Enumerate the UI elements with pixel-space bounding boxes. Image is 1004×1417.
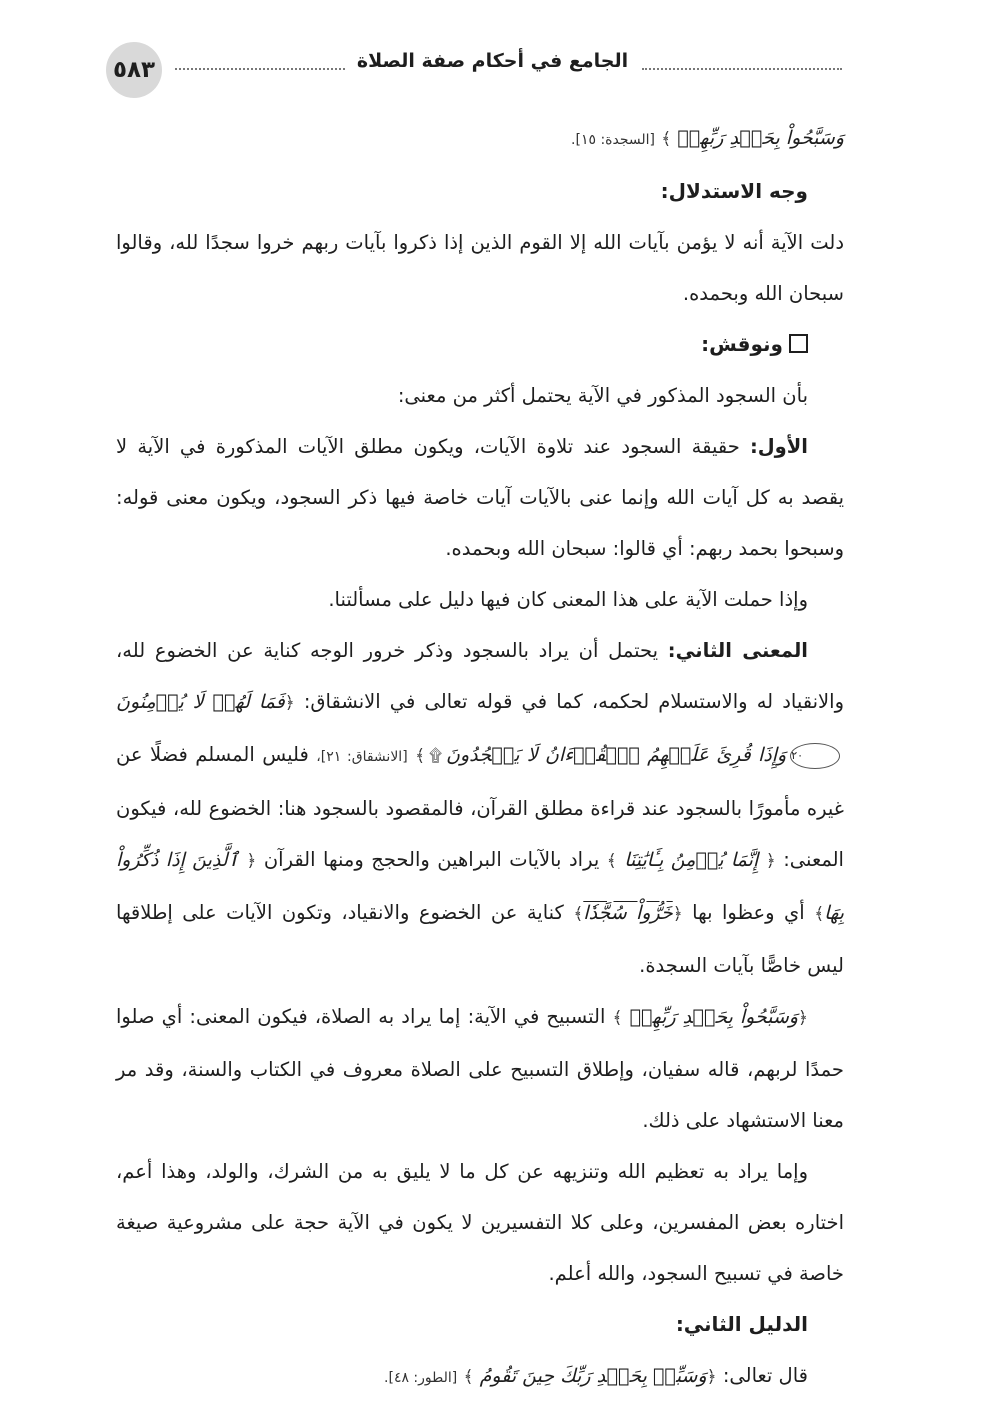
ornament-close: ﴾ <box>661 129 672 149</box>
heading-nuqish: ونوقش: <box>116 319 844 370</box>
header-dotted-rule-left <box>175 56 345 70</box>
sajda-mark-icon: ۩ <box>429 746 443 766</box>
quran-verse-inshiqaq-21: وَإِذَا قُرِئَ عَلَيۡهِمُ ٱلۡقُرۡءَانُ لَا يَسۡجُدُونَ <box>446 744 787 766</box>
verse-line-sajda <box>116 112 844 166</box>
page-body <box>116 112 844 1404</box>
label-thani: المعنى الثاني: <box>667 639 808 662</box>
quran-verse-tur: وَسَبِّحۡ بِحَمۡدِ رَبِّكَ حِينَ تَقُومُ <box>479 1365 707 1387</box>
quran-verse-kharru: خَرُّواْ سُجَّدٗا <box>583 902 673 924</box>
paragraph-idha: وإذا حملت الآية على هذا المعنى كان فيها دليل على مسألتنا. <box>328 588 808 611</box>
header-dotted-rule-right <box>642 56 842 70</box>
running-title: الجامع في أحكام صفة الصلاة <box>356 50 629 72</box>
verse-reference: [الطور: ٤٨]. <box>384 1370 458 1386</box>
paragraph-imma: وإما يراد به تعظيم الله وتنزيهه عن كل ما لا يليق به من الشرك، والولد، وهذا أعم، اختاره بعض المفسرين، وعلى كلا التفسيرين لا يكون في الآية حجة على مشروعية صيغة خاصة في تسبيح السجود، والله أعلم. <box>116 1160 844 1285</box>
heading-dalil-thani: الدليل الثاني: <box>675 1312 808 1336</box>
quran-verse: وَسَبَّحُواْ بِحَمۡدِ رَبِّهِمۡ <box>677 127 844 149</box>
quran-verse-innama: إِنَّمَا يُؤۡمِنُ بِـَٔايَٰتِنَا <box>624 849 759 871</box>
paragraph-bian: بأن السجود المذكور في الآية يحتمل أكثر من معنى: <box>397 384 808 407</box>
paragraph-thani: المعنى الثاني: يحتمل أن يراد بالسجود وذكر خرور الوجه كناية عن الخضوع لله، والانقياد له والاستسلام لحكمه، كما في قوله تعالى في الانشقاق: ﴿فَمَا لَهُمۡ لَا يُؤۡمِنُونَ٢٠وَإِذَا قُرِئَ عَلَيۡهِمُ ٱلۡقُرۡءَانُ لَا يَسۡجُدُونَ۩﴾ [الانشقاق: ٢١]، فليس المسلم فضلًا عن غيره مأمورًا بالسجود عند قراءة مطلق القرآن، فالمقصود بالسجود هنا: الخضوع لله، فيكون المعنى: ﴿ إِنَّمَا يُؤۡمِنُ بِـَٔايَٰتِنَا ﴾ يراد بالآيات البراهين والحجج ومنها القرآن ﴿ ٱلَّذِينَ إِذَا ذُكِّرُواْ بِهَا﴾ أي وعظوا بها ﴿خَرُّواْ سُجَّدٗا﴾ كناية عن الخضوع والانقياد، وتكون الآيات على إطلاقها ليس خاصًّا بآيات السجدة. <box>116 639 844 977</box>
paragraph-awwal: الأول: حقيقة السجود عند تلاوة الآيات، ويكون مطلق الآيات المذكورة في الآية لا يقصد به كل آيات الله وإنما عنى بالآيات آيات خاصة فيها ذكر السجود، ويكون معنى قوله: وسبحوا بحمد ربهم: أي قالوا: سبحان الله وبحمده. <box>116 435 844 560</box>
page-number: ٥٨٣ <box>106 42 162 98</box>
paragraph-tasbih: ﴿وَسَبَّحُواْ بِحَمۡدِ رَبِّهِمۡ ﴾ التسبيح في الآية: إما يراد به الصلاة، فيكون المعنى: أي صلوا حمدًا لربهم، قاله سفيان، وإطلاق التسبيح على الصلاة معروف في الكتاب والسنة، وقد مر معنا الاستشهاد على ذلك. <box>116 1005 844 1132</box>
paragraph-dallat: دلت الآية أنه لا يؤمن بآيات الله إلا القوم الذين إذا ذكروا بآيات ربهم خروا سجدًا لله، وقالوا سبحان الله وبحمده. <box>116 231 844 305</box>
ayah-number-marker: ٢٠ <box>790 743 840 769</box>
verse-reference: [الانشقاق: ٢١]، <box>316 749 408 765</box>
quran-verse-inshiqaq-20: فَمَا لَهُمۡ لَا يُؤۡمِنُونَ <box>116 691 285 713</box>
heading-wajh-istidlal: وجه الاستدلال: <box>660 179 808 203</box>
paragraph-qala: قال تعالى: ﴿وَسَبِّحۡ بِحَمۡدِ رَبِّكَ حِينَ تَقُومُ ﴾ [الطور: ٤٨]. <box>384 1364 808 1387</box>
checkbox-square-icon <box>789 334 808 353</box>
label-awwal: الأول: <box>749 435 808 458</box>
quran-verse-alladhina: ٱلَّذِينَ إِذَا ذُكِّرُواْ بِهَا <box>116 849 844 924</box>
quran-verse-sabbihu: وَسَبَّحُواْ بِحَمۡدِ رَبِّهِمۡ <box>629 1006 799 1028</box>
verse-reference: [السجدة: ١٥]. <box>571 132 655 148</box>
